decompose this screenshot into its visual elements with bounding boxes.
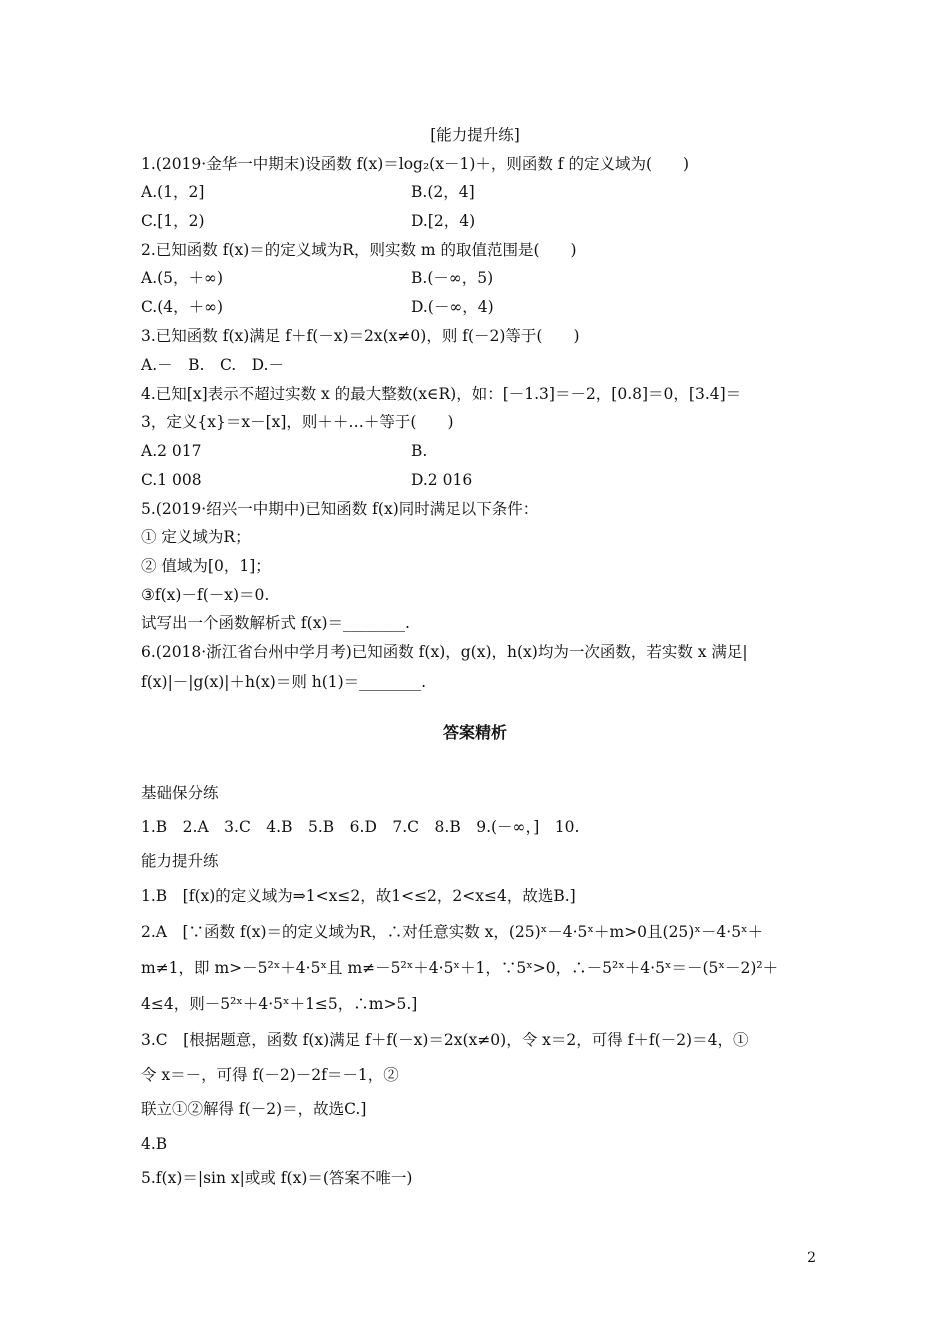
question-1-option-c: C.[1，2) <box>141 212 205 230</box>
question-2-stem: 2.已知函数 f(x)＝的定义域为R，则实数 m 的取值范围是( ) <box>141 241 577 259</box>
question-4-stem-line-1: 4.已知[x]表示不超过实数 x 的最大整数(x∈R)，如：[－1.3]＝－2，[0.8]＝0，[3.4]＝ <box>141 385 742 403</box>
question-1-option-a: A.(1，2] <box>141 183 205 201</box>
question-3-stem: 3.已知函数 f(x)满足 f＋f(－x)＝2x(x≠0)，则 f(－2)等于( ) <box>141 327 580 345</box>
answer-4: 4.B <box>141 1135 168 1153</box>
question-6-stem-line-2: f(x)|－|g(x)|＋h(x)＝则 h(1)＝________. <box>141 673 427 691</box>
question-1-option-d: D.[2，4) <box>411 212 476 230</box>
basic-answers-line: 1.B 2.A 3.C 4.B 5.B 6.D 7.C 8.B 9.(－∞，] 10. <box>141 818 580 836</box>
answers-title: 答案精析 <box>442 723 507 742</box>
question-2-option-d: D.(－∞，4) <box>411 298 494 316</box>
section-title: [能力提升练] <box>430 126 520 144</box>
answer-2-line-3: 4≤4，则－5²ˣ＋4·5ˣ＋1≤5，∴m>5.] <box>141 995 418 1013</box>
answer-3-line-1: 3.C [根据题意，函数 f(x)满足 f＋f(－x)＝2x(x≠0)，令 x＝2，可得 f＋f(－2)＝4，① <box>141 1031 749 1049</box>
question-5-stem: 5.(2019·绍兴一中期中)已知函数 f(x)同时满足以下条件： <box>141 500 539 518</box>
question-4-option-b: B. <box>411 442 428 460</box>
question-2-option-a: A.(5，＋∞) <box>141 269 223 287</box>
question-4-option-d: D.2 016 <box>411 471 473 489</box>
question-1-stem: 1.(2019·金华一中期末)设函数 f(x)＝log₂(x－1)＋，则函数 f 的定义域为( ) <box>141 155 690 173</box>
answer-1: 1.B [f(x)的定义域为⇒1<x≤2，故1<≤2，2<x≤4，故选B.] <box>141 887 576 905</box>
question-4-option-c: C.1 008 <box>141 471 202 489</box>
answer-3-line-2: 令 x＝－，可得 f(－2)－2f＝－1，② <box>141 1066 399 1084</box>
question-2-option-b: B.(－∞，5) <box>411 269 494 287</box>
question-4-option-a: A.2 017 <box>141 442 202 460</box>
basic-section-heading: 基础保分练 <box>141 784 219 802</box>
answer-3-line-3: 联立①②解得 f(－2)＝，故选C.] <box>141 1100 367 1118</box>
question-1-option-b: B.(2，4] <box>411 183 475 201</box>
answer-5: 5.f(x)＝|sin x|或或 f(x)＝(答案不唯一) <box>141 1169 413 1187</box>
question-2-option-c: C.(4，＋∞) <box>141 298 224 316</box>
question-6-stem-line-1: 6.(2018·浙江省台州中学月考)已知函数 f(x)，g(x)，h(x)均为一次函数，若实数 x 满足| <box>141 643 748 661</box>
question-5-condition-1: ① 定义域为R； <box>141 528 251 546</box>
answer-2-line-1: 2.A [∵函数 f(x)＝的定义域为R，∴对任意实数 x，(25)ˣ－4·5ˣ＋m>0且(25)ˣ－4·5ˣ＋ <box>141 923 764 941</box>
question-5-condition-3: ③f(x)－f(－x)＝0. <box>141 586 270 604</box>
question-3-options: A.－ B. C. D.－ <box>141 356 284 374</box>
question-5-ask: 试写出一个函数解析式 f(x)＝________. <box>141 614 410 632</box>
question-4-stem-line-2: 3，定义{x}＝x－[x]，则＋＋…＋等于( ) <box>141 413 454 431</box>
question-5-condition-2: ② 值域为[0，1]； <box>141 557 271 575</box>
page-number: 2 <box>807 1250 816 1266</box>
advanced-section-heading: 能力提升练 <box>141 852 219 870</box>
answer-2-line-2: m≠1，即 m>－5²ˣ＋4·5ˣ且 m≠－5²ˣ＋4·5ˣ＋1，∵5ˣ>0，∴－5²ˣ＋4·5ˣ＝－(5ˣ－2)²＋ <box>141 959 779 977</box>
